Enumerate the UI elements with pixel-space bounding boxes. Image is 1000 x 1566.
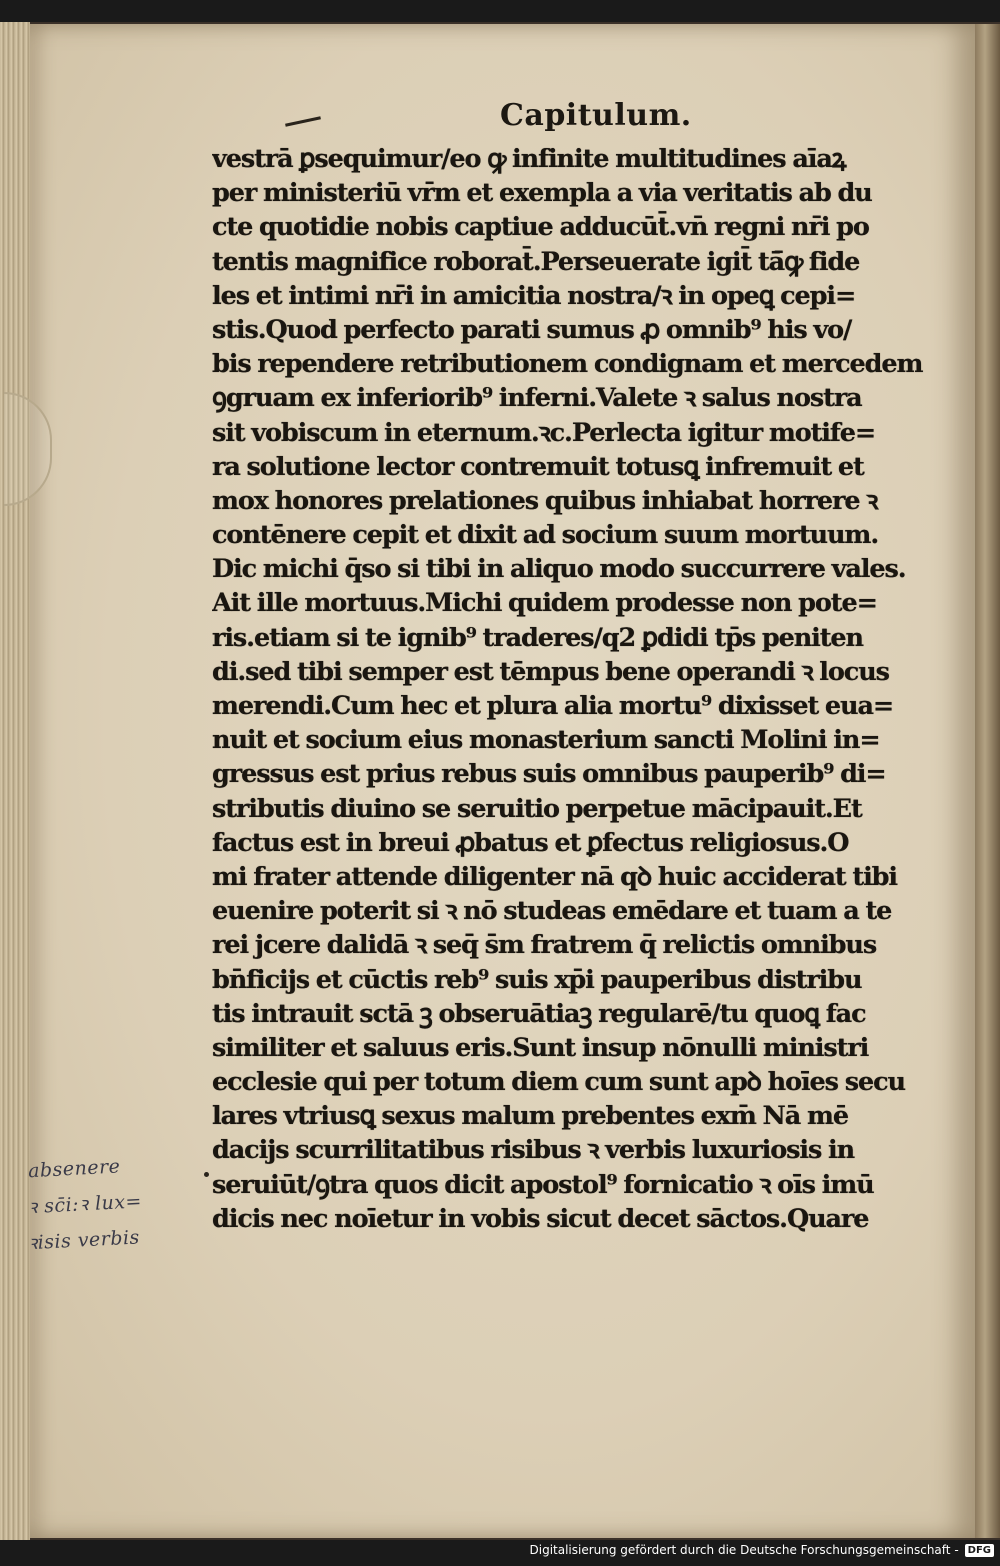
- text-line: tentis magnifice roborat̄.Perseuerate igit̄ tā̄ꝙ fide: [212, 246, 860, 277]
- text-line: tis intrauit sctā ꝫ obseruātiaꝫ regularē/tu quoꝗ fac: [212, 998, 866, 1029]
- footer-credit: [530, 1543, 995, 1557]
- text-line: dicis nec noīetur in vobis sicut decet sāctos.Quare: [212, 1203, 869, 1234]
- text-line: mox honores prelationes quibus inhiabat horrere ꝛ: [212, 485, 878, 516]
- marginal-annotation: [28, 1148, 228, 1256]
- marginal-note-line: ꝛisis verbis: [27, 1226, 141, 1255]
- text-line: ra solutione lector contremuit totusꝗ infremuit et: [212, 451, 864, 482]
- text-line: ꝯgruam ex inferiorib⁹ inferni.Valete ꝛ salus nostra: [212, 383, 862, 414]
- text-line: di.sed tibi semper est tēmpus bene operandi ꝛ locus: [212, 656, 889, 687]
- text-line: dacijs scurrilitatibus risibus ꝛ verbis luxuriosis in: [212, 1135, 855, 1166]
- text-line: merendi.Cum hec et plura alia mortu⁹ dixisset eua=: [212, 691, 894, 721]
- text-line: nuit et socium eius monasterium sancti Molini in=: [212, 725, 880, 756]
- text-line: euenire poterit si ꝛ nō studeas emēdare et tuam a te: [212, 896, 892, 927]
- text-line: mi frater attende diligenter nā qꝺ huic acciderat tibi: [212, 861, 897, 892]
- text-line: Dic michi q̄so si tibi in aliquo modo succurrere vales.: [212, 554, 906, 585]
- text-line: sit vobiscum in eternum.ꝛc.Perlecta igitur motife=: [212, 417, 876, 448]
- body-text: [212, 142, 964, 1236]
- text-line: gressus est prius rebus suis omnibus pauperib⁹ di=: [212, 759, 886, 790]
- text-line: les et intimi nr̄i in amicitia nostra/ꝛ in opeꝗ cepi=: [212, 280, 856, 311]
- text-line: bis rependere retributionem condignam et mercedem: [212, 349, 923, 380]
- text-line: similiter et saluus eris.Sunt insup nōnulli ministri: [212, 1032, 869, 1063]
- text-line: ecclesie qui per totum diem cum sunt apꝺ hoīes secu: [212, 1067, 905, 1098]
- text-line: bn̄ficijs et cūctis reb⁹ suis xp̄i pauperibus distribu: [212, 964, 862, 995]
- text-line: rei jcere dalidā ꝛ seq̄ s̄m fratrem q̄ relictis omnibus: [212, 930, 877, 961]
- text-line: lares vtriusꝗ sexus malum prebentes exm̄ Nā mē: [212, 1101, 848, 1132]
- text-line: contēnere cepit et dixit ad socium suum mortuum.: [212, 520, 879, 551]
- page-heading: Capitulum.: [500, 98, 692, 133]
- text-line: stributis diuino se seruitio perpetue mācipauit.Et: [212, 793, 862, 824]
- text-line: vestrā ꝑsequimur/eo ꝙ infinite multitudines aīaꝝ: [212, 144, 846, 174]
- marginal-note-line: ꝛ sc̄i:ꝛ lux=: [27, 1190, 143, 1219]
- text-line: ris.etiam si te ignib⁹ traderes/q2 ꝑdidi tp̄s peniten: [212, 622, 863, 653]
- text-line: stis.Quod perfecto parati sumus ꝓ omnib⁹ his vo/: [212, 314, 852, 345]
- text-line: Ait ille mortuus.Michi quidem prodesse non pote=: [212, 588, 877, 619]
- text-line: seruiūt/ꝯtra quos dicit apostol⁹ fornicatio ꝛ oīs imū: [212, 1169, 874, 1200]
- text-line: per ministeriū vr̄m et exempla a via veritatis ab du: [212, 178, 872, 209]
- text-line: factus est in breui ꝓbatus et ꝑfectus religiosus.O: [212, 827, 849, 858]
- page-stack-edge-left: [0, 22, 30, 1540]
- text-line: cte quotidie nobis captiue adducūt̄.vn̄ regni nr̄i po: [212, 212, 869, 243]
- dfg-logo-icon: DFG: [965, 1544, 994, 1557]
- marginal-note-line: absenere: [27, 1155, 121, 1183]
- book-gutter-right: [975, 24, 1000, 1538]
- credit-text: Digitalisierung gefördert durch die Deutsche Forschungsgemeinschaft -: [529, 1543, 959, 1557]
